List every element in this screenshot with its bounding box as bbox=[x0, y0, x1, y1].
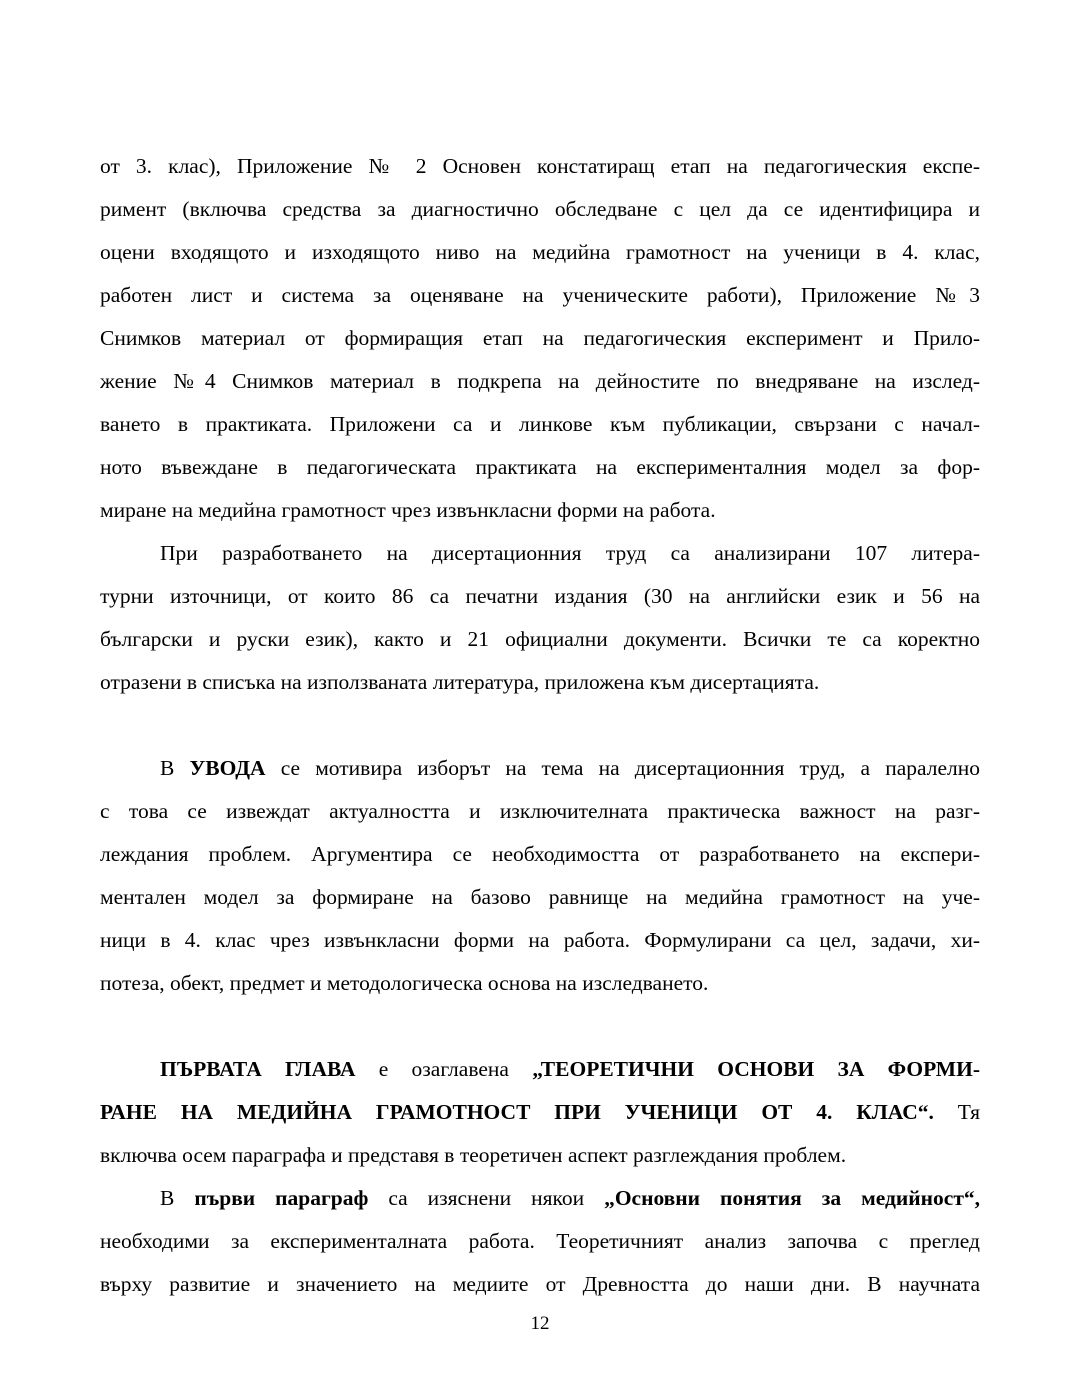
text-line: оцени входящото и изходящото ниво на медийна грамотност на ученици в 4. клас, bbox=[100, 240, 980, 264]
document-page bbox=[100, 145, 980, 1306]
text-run: В bbox=[160, 1186, 195, 1210]
chapter-heading: ПЪРВАТА ГЛАВА bbox=[160, 1057, 356, 1081]
text-line: потеза, обект, предмет и методологическа основа на изследването. bbox=[100, 971, 709, 995]
text-line: ници в 4. клас чрез извънкласни форми на работа. Формулирани са цел, задачи, хи- bbox=[100, 928, 980, 952]
text-line: ментален модел за формиране на базово равнище на медийна грамотност на уче- bbox=[100, 885, 980, 909]
paragraph-gap bbox=[100, 1005, 980, 1048]
text-line: от 3. клас), Приложение № 2 Основен констатиращ етап на педагогическия експе- bbox=[100, 154, 980, 178]
paragraph-appendices bbox=[100, 145, 980, 532]
paragraph-introduction bbox=[100, 747, 980, 1005]
text-run: е озаглавена bbox=[355, 1057, 533, 1081]
text-line: леждания проблем. Аргументира се необходимостта от разработването на експери- bbox=[100, 842, 980, 866]
text-line bbox=[100, 747, 980, 790]
chapter-title-continued: РАНЕ НА МЕДИЙНА ГРАМОТНОСТ ПРИ УЧЕНИЦИ ОТ 4. КЛАС“. bbox=[100, 1100, 934, 1124]
chapter-title: „ТЕОРЕТИЧНИ ОСНОВИ ЗА ФОРМИ- bbox=[532, 1057, 980, 1081]
text-line: отразени в списъка на използваната литература, приложена към дисертацията. bbox=[100, 670, 820, 694]
section-heading-intro: УВОДА bbox=[189, 756, 266, 780]
paragraph-sources bbox=[100, 532, 980, 704]
text-line: Снимков материал от формиращия етап на педагогическия експеримент и Прило- bbox=[100, 326, 980, 350]
text-line: работен лист и система за оценяване на ученическите работи), Приложение №3 bbox=[100, 283, 980, 307]
text-line: включва осем параграфа и представя в теоретичен аспект разглеждания проблем. bbox=[100, 1143, 847, 1167]
text-line: миране на медийна грамотност чрез извънкласни форми на работа. bbox=[100, 498, 716, 522]
text-run: В bbox=[160, 756, 190, 780]
section-title: „Основни понятия за медийност“, bbox=[604, 1186, 981, 1210]
text-line: ното въвеждане в педагогическата практиката на експерименталния модел за фор- bbox=[100, 455, 980, 479]
text-line: турни източници, от които 86 са печатни издания (30 на английски език и 56 на bbox=[100, 584, 980, 608]
text-line bbox=[100, 1048, 980, 1091]
text-line: жение №4 Снимков материал в подкрепа на дейностите по внедряване на изслед- bbox=[100, 369, 980, 393]
text-line: При разработването на дисертационния труд са анализирани 107 литера- bbox=[160, 541, 980, 565]
text-line: ването в практиката. Приложени са и линкове към публикации, свързани с начал- bbox=[100, 412, 980, 436]
text-run: се мотивира изборът на тема на дисертационния труд, а паралелно bbox=[265, 756, 980, 780]
section-reference: първи параграф bbox=[194, 1186, 369, 1210]
text-line bbox=[100, 1091, 980, 1134]
paragraph-first-section bbox=[100, 1177, 980, 1306]
text-line: български и руски език), както и 21 официални документи. Всички те са коректно bbox=[100, 627, 980, 651]
text-line: върху развитие и значението на медиите от Древността до наши дни. В научната bbox=[100, 1272, 980, 1296]
text-line bbox=[100, 1177, 980, 1220]
page-number: 12 bbox=[530, 1313, 550, 1334]
text-line: с това се извеждат актуалността и изключителната практическа важност на разг- bbox=[100, 799, 980, 823]
paragraph-first-chapter bbox=[100, 1048, 980, 1177]
text-run: са изяснени някои bbox=[368, 1186, 605, 1210]
text-line: римент (включва средства за диагностично обследване с цел да се идентифицира и bbox=[100, 197, 980, 221]
paragraph-gap bbox=[100, 704, 980, 747]
text-line: необходими за експерименталната работа. Теоретичният анализ започва с преглед bbox=[100, 1229, 980, 1253]
text-run: Тя bbox=[933, 1100, 980, 1124]
